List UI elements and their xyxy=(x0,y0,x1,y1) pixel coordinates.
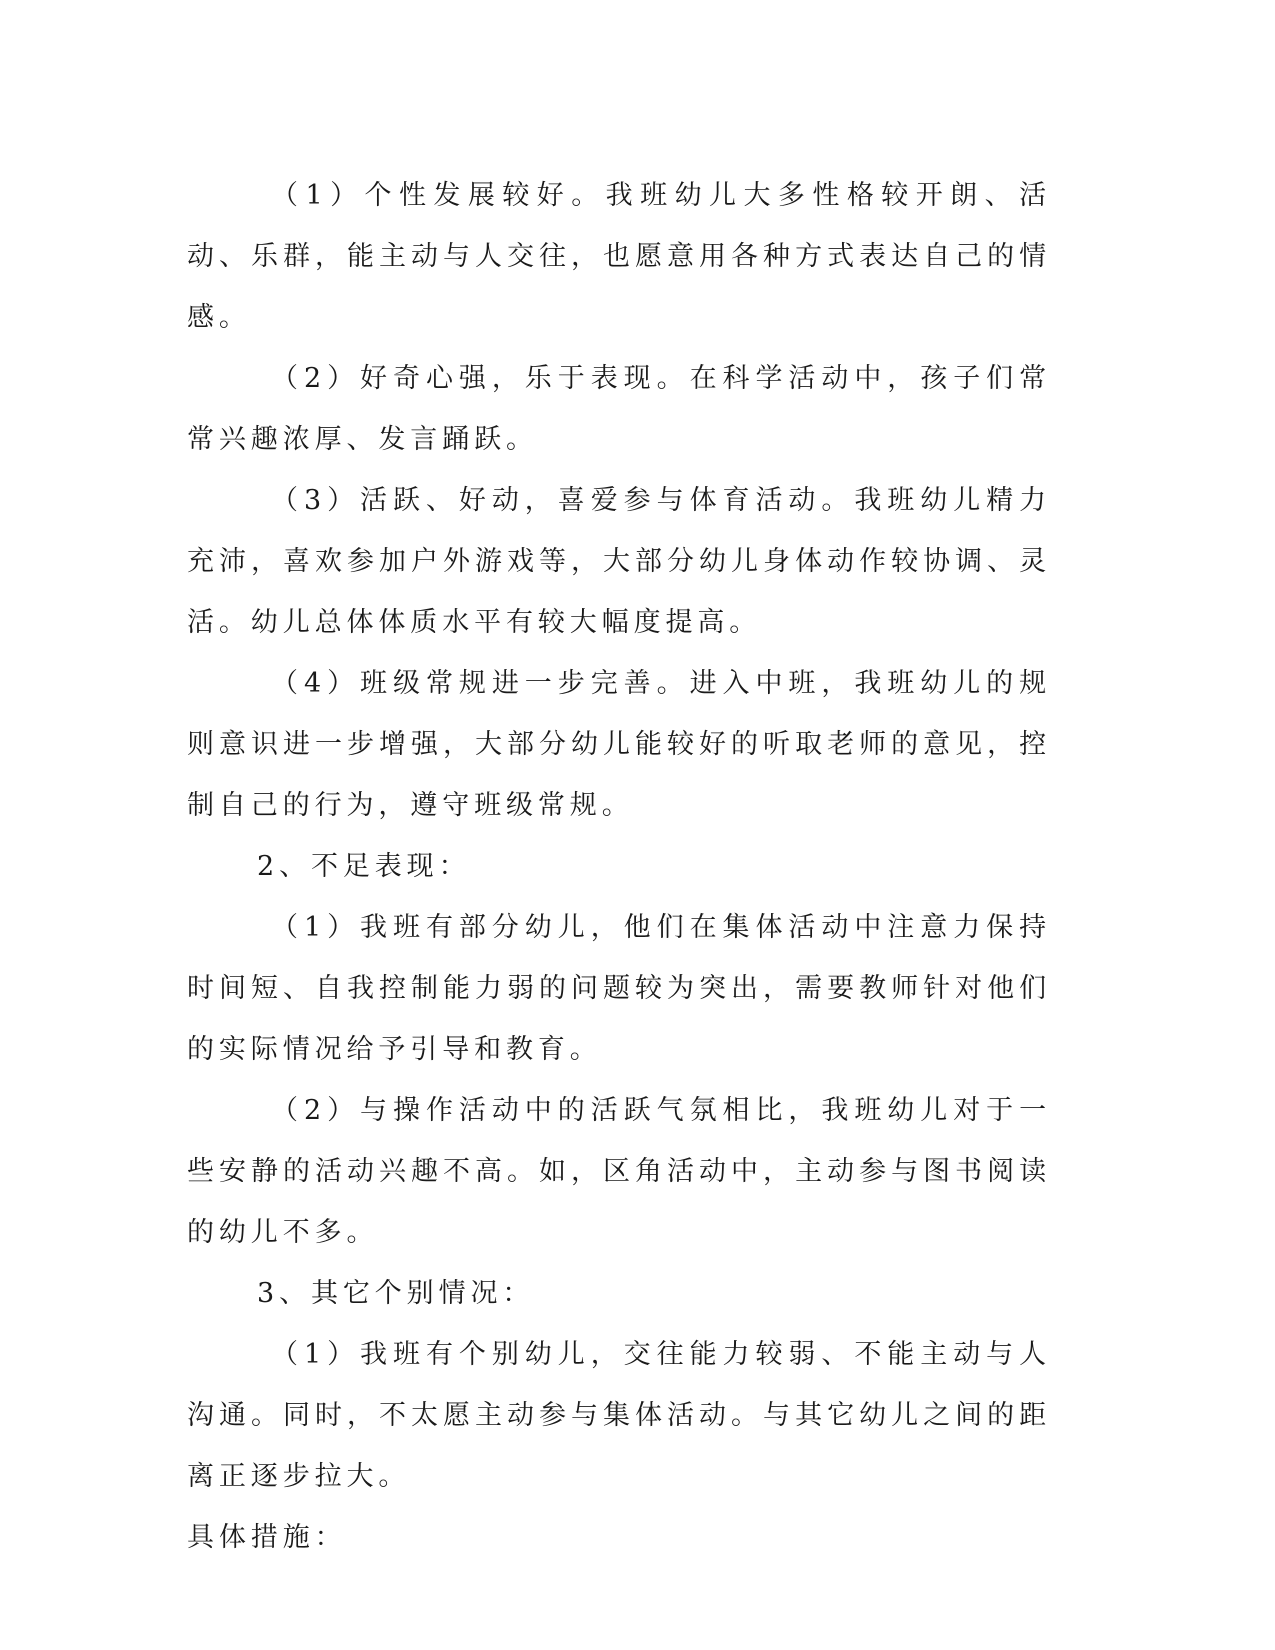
paragraph-curiosity: （2）好奇心强，乐于表现。在科学活动中，孩子们常常兴趣浓厚、发言踊跃。 xyxy=(187,363,1051,455)
paragraph-individual-children: （1）我班有个别幼儿，交往能力较弱、不能主动与人沟通。同时，不太愿主动参与集体活动。与其它幼儿之间的距离正逐步拉大。 xyxy=(187,1339,1051,1492)
section-heading-measures: 具体措施： xyxy=(187,1522,347,1553)
section-heading-shortcomings: 2、不足表现： xyxy=(257,851,471,882)
paragraph-attention: （1）我班有部分幼儿，他们在集体活动中注意力保持时间短、自我控制能力弱的问题较为突出，需要教师针对他们的实际情况给予引导和教育。 xyxy=(187,912,1051,1065)
paragraph-personality: （1）个性发展较好。我班幼儿大多性格较开朗、活动、乐群，能主动与人交往，也愿意用各种方式表达自己的情感。 xyxy=(187,180,1051,333)
paragraph-class-rules: （4）班级常规进一步完善。进入中班，我班幼儿的规则意识进一步增强，大部分幼儿能较好的听取老师的意见，控制自己的行为，遵守班级常规。 xyxy=(187,668,1051,821)
paragraph-quiet-activities: （2）与操作活动中的活跃气氛相比，我班幼儿对于一些安静的活动兴趣不高。如，区角活动中，主动参与图书阅读的幼儿不多。 xyxy=(187,1095,1051,1248)
paragraph-sports: （3）活跃、好动，喜爱参与体育活动。我班幼儿精力充沛，喜欢参加户外游戏等，大部分幼儿身体动作较协调、灵活。幼儿总体体质水平有较大幅度提高。 xyxy=(187,485,1051,638)
section-heading-other-cases: 3、其它个别情况： xyxy=(257,1278,535,1309)
document-body xyxy=(187,165,1051,1568)
